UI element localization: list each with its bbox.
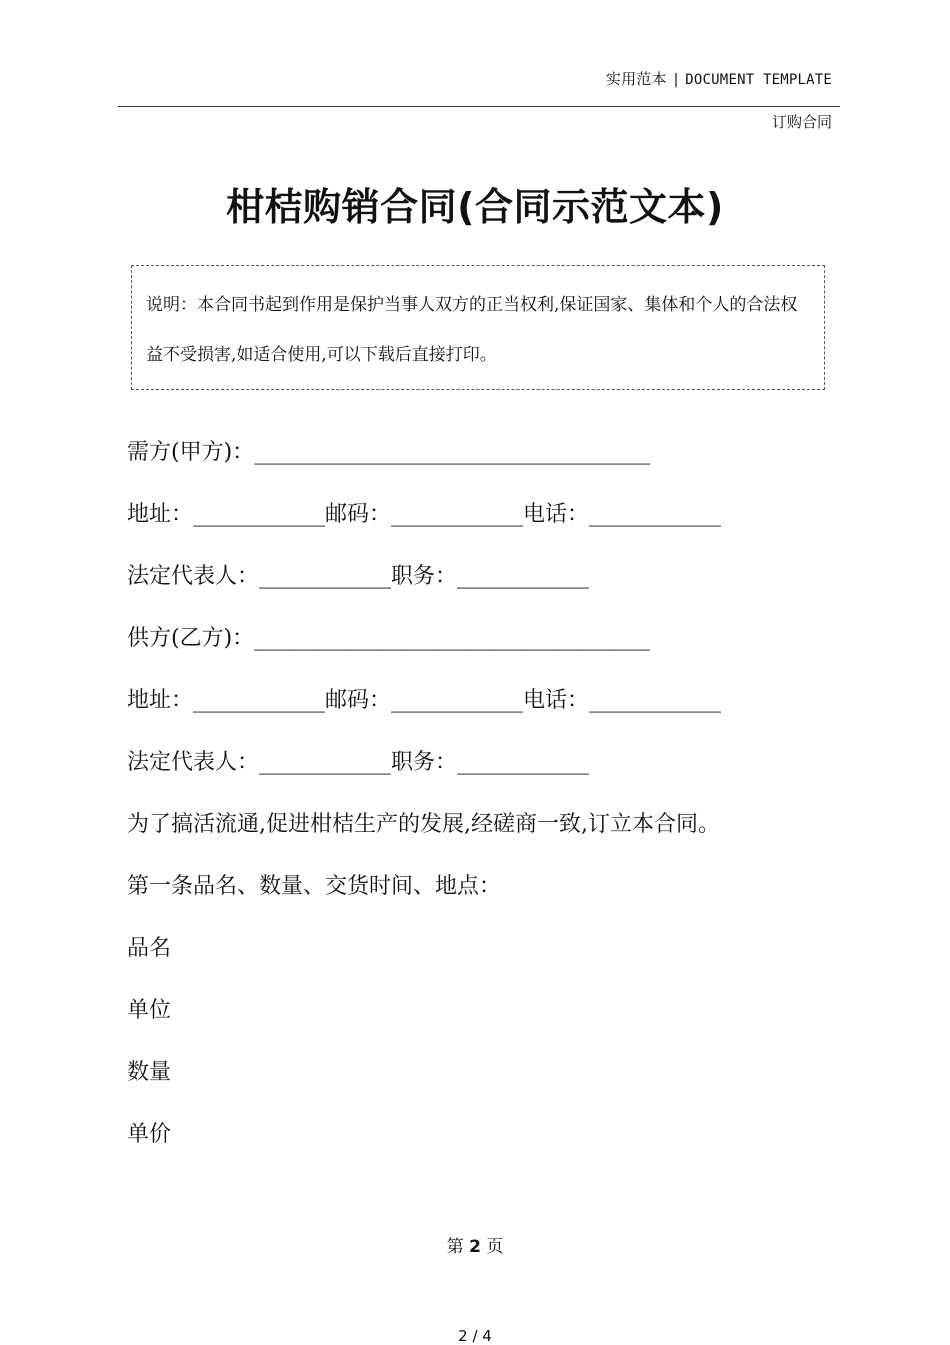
page-prefix: 第 [446, 1237, 464, 1257]
page-suffix: 页 [486, 1237, 504, 1257]
buyer-address-line: 地址：____________邮码：____________电话：____________ [127, 502, 722, 527]
header-separator: | [671, 72, 681, 88]
notice-text: 说明：本合同书起到作用是保护当事人双方的正当权利,保证国家、集体和个人的合法权益不受损害,如适合使用,可以下载后直接打印。 [146, 295, 798, 365]
field-unit: 单位 [127, 998, 172, 1023]
page-number [0, 1232, 950, 1257]
article-one-heading: 第一条品名、数量、交货时间、地点： [127, 874, 502, 899]
page-number-value: 2 [469, 1237, 481, 1257]
buyer-line: 需方(甲方)：____________________________________ [127, 440, 651, 465]
field-unit-price: 单价 [127, 1122, 172, 1147]
contract-body [127, 430, 847, 1174]
seller-line: 供方(乙方)：____________________________________ [127, 626, 651, 651]
header-subtitle: 订购合同 [771, 113, 832, 131]
seller-address-line: 地址：____________邮码：____________电话：____________ [127, 688, 722, 713]
page-count: 2 / 4 [458, 1327, 492, 1345]
notice-box [131, 265, 825, 390]
document-title: 柑桔购销合同(合同示范文本) [226, 185, 724, 229]
header-divider [118, 106, 840, 107]
preamble-line: 为了搞活流通,促进柑桔生产的发展,经磋商一致,订立本合同。 [127, 812, 720, 837]
buyer-representative-line: 法定代表人：____________职务：____________ [127, 564, 590, 589]
field-product-name: 品名 [127, 936, 172, 961]
field-quantity: 数量 [127, 1060, 172, 1085]
header-right: DOCUMENT TEMPLATE [685, 72, 832, 88]
header-left: 实用范本 [605, 70, 667, 88]
seller-representative-line: 法定代表人：____________职务：____________ [127, 750, 590, 775]
header-template-label [606, 68, 832, 89]
